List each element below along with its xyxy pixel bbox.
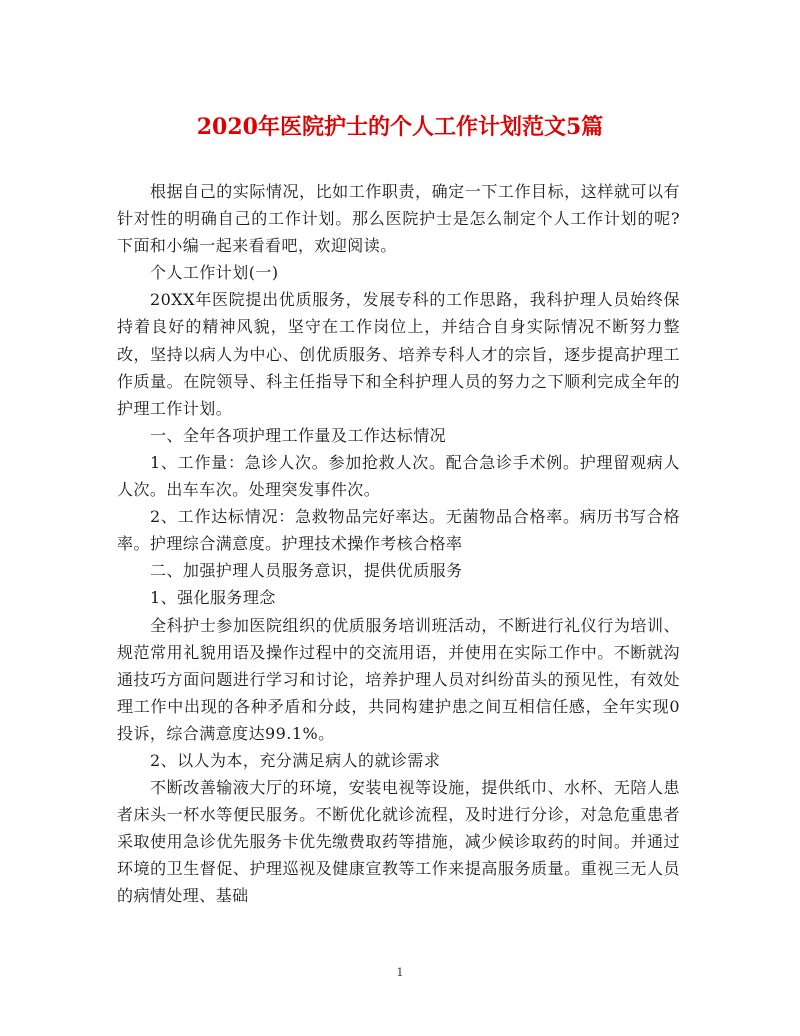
document-title: 2020年医院护士的个人工作计划范文5篇: [196, 114, 604, 140]
subheading-service-concept: 1、强化服务理念: [150, 588, 276, 608]
section-heading-service: 二、加强护理人员服务意识，提供优质服务: [150, 561, 463, 581]
section-heading-plan-one: 个人工作计划(一): [150, 263, 279, 283]
document-body: [117, 178, 680, 910]
page-number: 1: [396, 966, 404, 979]
workload-paragraph: 1、工作量：急诊人次。参加抢救人次。配合急诊手术例。护理留观病人人次。出车车次。处理突发事件次。: [117, 452, 680, 500]
patient-needs-paragraph: 不断改善输液大厅的环境，安装电视等设施，提供纸巾、水杯、无陪人患者床头一杯水等便民服务。不断优化就诊流程，及时进行分诊，对急危重患者采取使用急诊优先服务卡优先缴费取药等措施，减少候诊取药的时间。并通过环境的卫生督促、护理巡视及健康宣教等工作来提高服务质量。重视三无人员的病情处理、基础: [117, 778, 680, 906]
subheading-patient-needs: 2、以人为本，充分满足病人的就诊需求: [150, 750, 441, 770]
intro-paragraph: 根据自己的实际情况，比如工作职责，确定一下工作目标，这样就可以有针对性的明确自己的工作计划。那么医院护士是怎么制定个人工作计划的呢?下面和小编一起来看看吧，欢迎阅读。: [117, 182, 680, 256]
overview-paragraph: 20XX年医院提出优质服务，发展专科的工作思路，我科护理人员始终保持着良好的精神风貌，坚守在工作岗位上，并结合自身实际情况不断努力整改，坚持以病人为中心、创优质服务、培养专科人才的宗旨，逐步提高护理工作质量。在院领导、科主任指导下和全科护理人员的努力之下顺利完成全年的护理工作计划。: [117, 290, 680, 418]
standards-paragraph: 2、工作达标情况：急救物品完好率达。无菌物品合格率。病历书写合格率。护理综合满意度。护理技术操作考核合格率: [117, 507, 680, 554]
section-heading-workload: 一、全年各项护理工作量及工作达标情况: [150, 425, 447, 445]
service-training-paragraph: 全科护士参加医院组织的优质服务培训班活动，不断进行礼仪行为培训、规范常用礼貌用语及操作过程中的交流用语，并使用在实际工作中。不断就沟通技巧方面问题进行学习和讨论，培养护理人员对纠纷苗头的预见性，有效处理工作中出现的各种矛盾和分歧，共同构建护患之间互相信任感，全年实现0投诉，综合满意度达99.1%。: [117, 615, 680, 743]
